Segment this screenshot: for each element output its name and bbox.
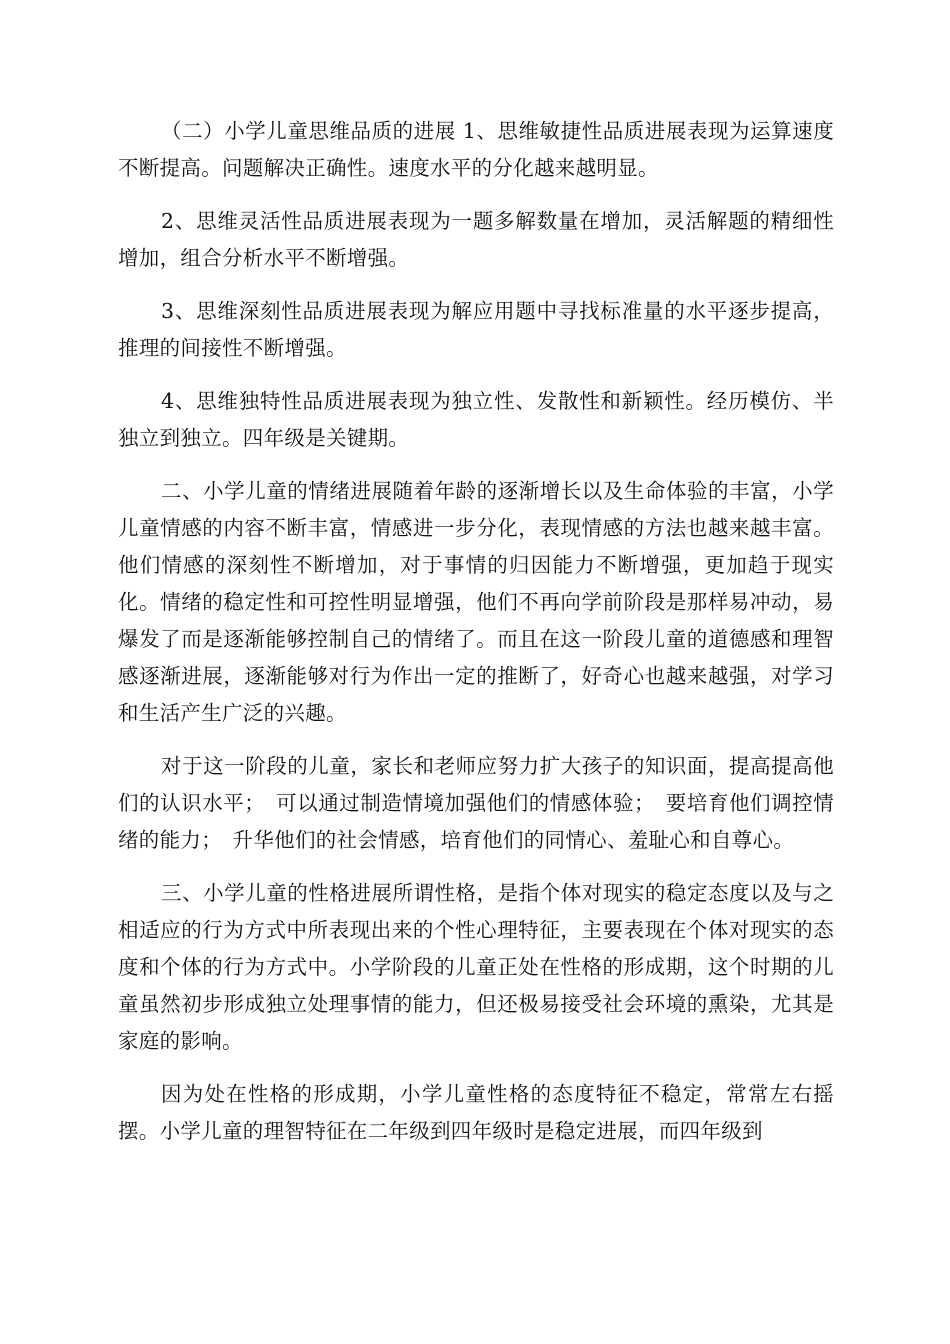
paragraph-personality-development: 三、小学儿童的性格进展所谓性格，是指个体对现实的稳定态度以及与之相适应的行为方式中所表现出来的个性心理特征，主要表现在个体对现实的态度和个体的行为方式中。小学阶段的儿童正处在性格的形成期，这个时期的儿童虽然初步形成独立处理事情的能力，但还极易接受社会环境的熏染，尤其是家庭的影响。 [118, 881, 834, 1053]
paragraph-thinking-depth: 3、思维深刻性品质进展表现为解应用题中寻找标准量的水平逐步提高，推理的间接性不断增强。 [118, 299, 834, 360]
paragraph-parent-teacher-advice: 对于这一阶段的儿童，家长和老师应努力扩大孩子的知识面，提高提高他们的认识水平； 可以通过制造情境加强他们的情感体验； 要培育他们调控情绪的能力； 升华他们的社会情感，培育他们的同情心、羞耻心和自尊心。 [118, 754, 834, 852]
document-body [118, 113, 834, 1166]
paragraph-thinking-agility: （二）小学儿童思维品质的进展 1、思维敏捷性品质进展表现为运算速度不断提高。问题解决正确性。速度水平的分化越来越明显。 [118, 119, 834, 180]
paragraph-thinking-originality: 4、思维独特性品质进展表现为独立性、发散性和新颖性。经历模仿、半独立到独立。四年级是关键期。 [118, 389, 834, 450]
paragraph-emotion-development: 二、小学儿童的情绪进展随着年龄的逐渐增长以及生命体验的丰富，小学儿童情感的内容不断丰富，情感进一步分化，表现情感的方法也越来越丰富。他们情感的深刻性不断增加，对于事情的归因能力不断增强，更加趋于现实化。情绪的稳定性和可控性明显增强，他们不再向学前阶段是那样易冲动，易爆发了而是逐渐能够控制自己的情绪了。而且在这一阶段儿童的道德感和理智感逐渐进展，逐渐能够对行为作出一定的推断了，好奇心也越来越强，对学习和生活产生广泛的兴趣。 [118, 479, 834, 725]
paragraph-personality-formation: 因为处在性格的形成期，小学儿童性格的态度特征不稳定，常常左右摇摆。小学儿童的理智特征在二年级到四年级时是稳定进展，而四年级到 [118, 1082, 834, 1143]
paragraph-thinking-flexibility: 2、思维灵活性品质进展表现为一题多解数量在增加，灵活解题的精细性增加，组合分析水平不断增强。 [118, 209, 834, 270]
